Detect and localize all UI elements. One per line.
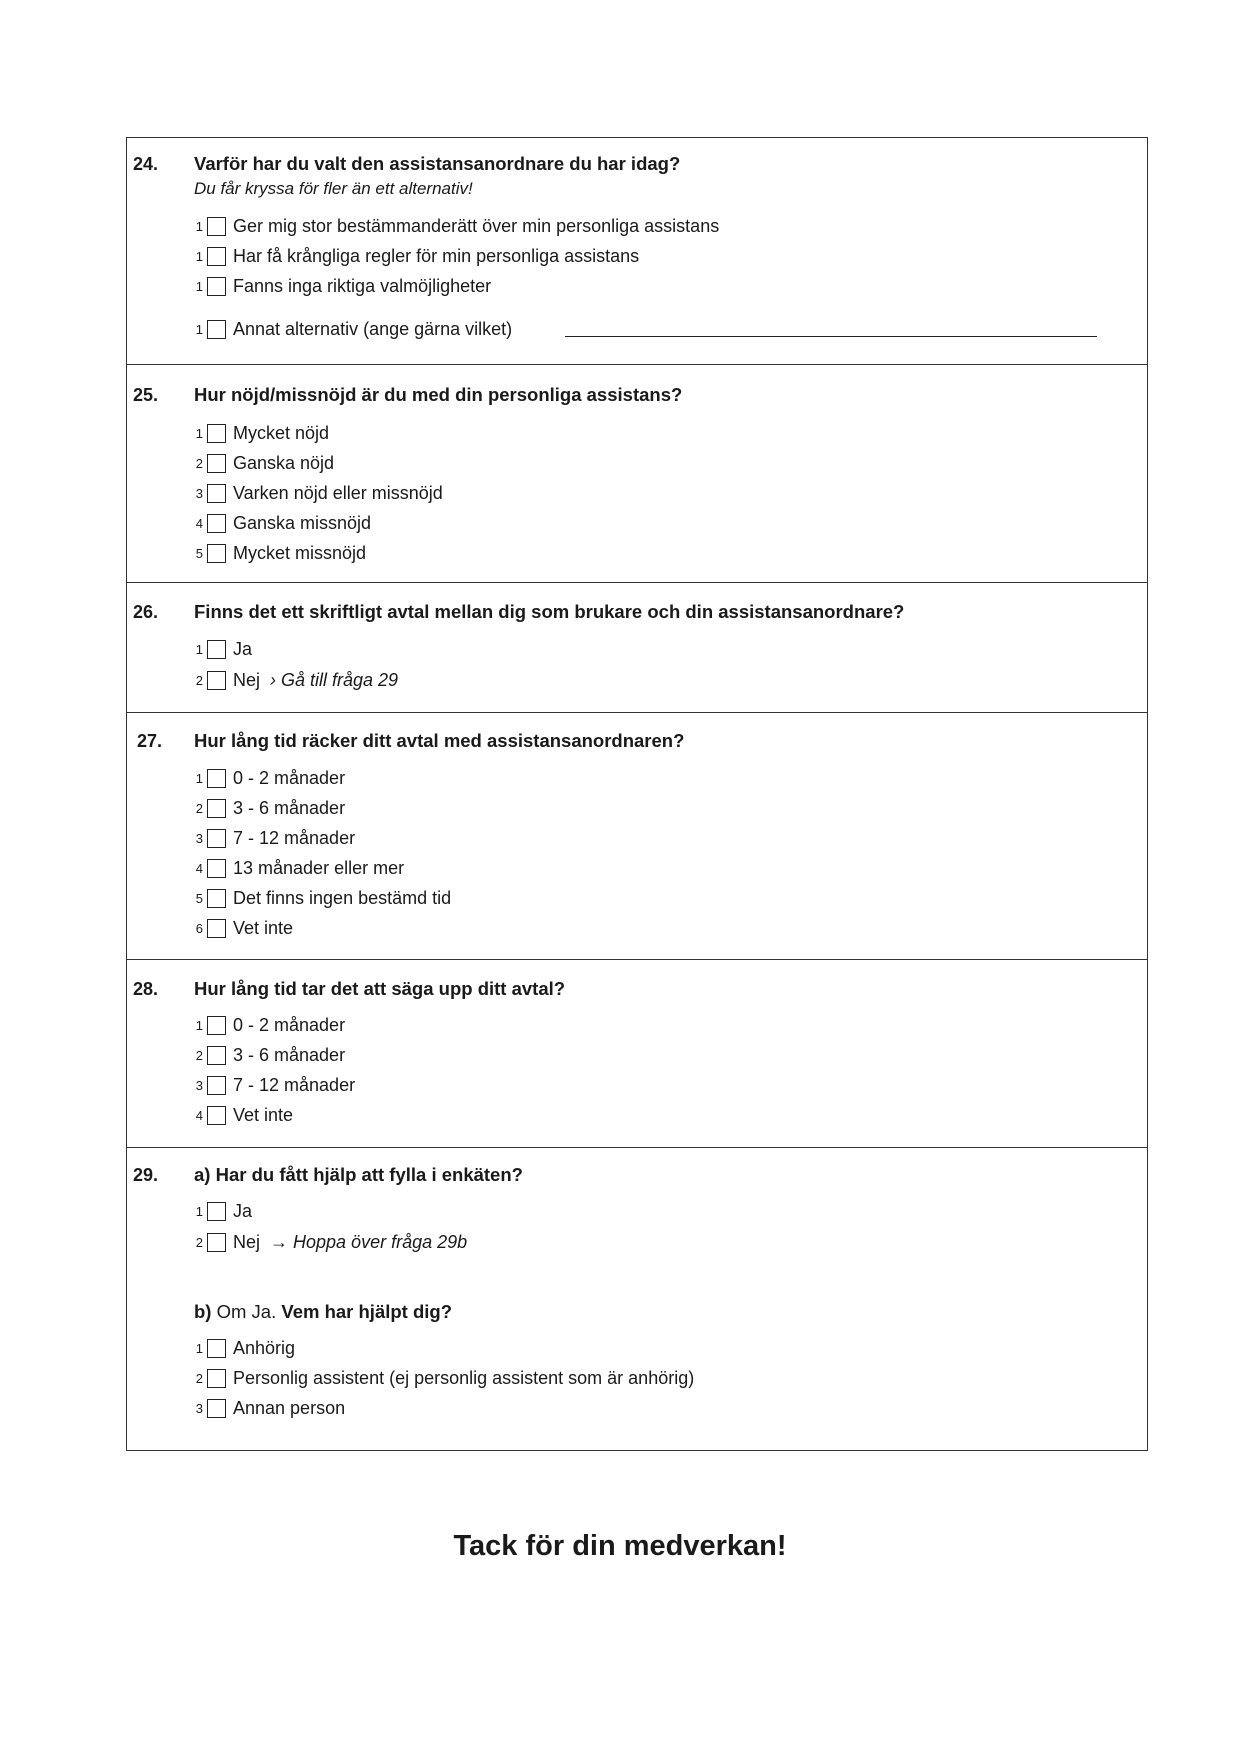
option-code: 4	[195, 860, 203, 876]
write-in-line[interactable]	[565, 336, 1097, 337]
answer-option[interactable]	[191, 766, 345, 790]
answer-option[interactable]	[191, 1396, 345, 1420]
question-number: 29.	[133, 1165, 159, 1185]
option-code: 1	[195, 1340, 203, 1356]
answer-option[interactable]	[191, 451, 334, 475]
option-label: Ger mig stor bestämmanderätt över min personliga assistans	[233, 215, 720, 236]
sub-question-b	[194, 1301, 452, 1323]
checkbox[interactable]	[207, 247, 226, 266]
question-number: 24.	[133, 154, 159, 174]
checkbox[interactable]	[207, 217, 226, 236]
answer-option[interactable]	[191, 1103, 293, 1127]
checkbox[interactable]	[207, 640, 226, 659]
checkbox[interactable]	[207, 484, 226, 503]
answer-option[interactable]	[191, 1013, 345, 1037]
option-code: 1	[195, 321, 203, 337]
option-code: 4	[195, 1107, 203, 1123]
question-text: a) Har du fått hjälp att fylla i enkäten?	[194, 1164, 523, 1185]
checkbox[interactable]	[207, 544, 226, 563]
option-code: 2	[195, 672, 203, 688]
checkbox[interactable]	[207, 889, 226, 908]
answer-option[interactable]	[191, 1043, 345, 1067]
option-code: 1	[195, 425, 203, 441]
skip-instruction: › Gå till fråga 29	[270, 669, 399, 690]
option-label: Ganska missnöjd	[233, 512, 372, 533]
option-label: 3 - 6 månader	[233, 1044, 346, 1065]
checkbox[interactable]	[207, 1106, 226, 1125]
option-label: 7 - 12 månader	[233, 1074, 356, 1095]
question-27	[127, 713, 1147, 960]
checkbox[interactable]	[207, 1339, 226, 1358]
option-label: Ja	[233, 638, 253, 659]
answer-option[interactable]	[191, 886, 451, 910]
survey-form	[126, 137, 1148, 1451]
option-label: Ganska nöjd	[233, 452, 335, 473]
checkbox[interactable]	[207, 424, 226, 443]
answer-option[interactable]	[191, 214, 719, 238]
checkbox[interactable]	[207, 1399, 226, 1418]
option-code: 2	[195, 455, 203, 471]
option-label: 3 - 6 månader	[233, 797, 346, 818]
option-label: Mycket nöjd	[233, 422, 330, 443]
question-text: Varför har du valt den assistansanordnare du har idag?	[194, 153, 681, 174]
question-text: Finns det ett skriftligt avtal mellan dig som brukare och din assistansanordnare?	[194, 601, 905, 622]
question-text: Hur lång tid tar det att säga upp ditt avtal?	[194, 978, 566, 999]
question-text: Hur lång tid räcker ditt avtal med assistansanordnaren?	[194, 730, 685, 751]
option-label: Anhörig	[233, 1337, 296, 1358]
option-code: 1	[195, 248, 203, 264]
checkbox[interactable]	[207, 320, 226, 339]
question-text: Hur nöjd/missnöjd är du med din personliga assistans?	[194, 384, 683, 405]
option-code: 2	[195, 1047, 203, 1063]
answer-option[interactable]	[191, 541, 366, 565]
option-label: Fanns inga riktiga valmöjligheter	[233, 275, 492, 296]
option-code: 1	[195, 1203, 203, 1219]
answer-option[interactable]	[191, 274, 491, 298]
question-number: 28.	[133, 979, 159, 999]
option-code: 1	[195, 218, 203, 234]
option-code: 1	[195, 770, 203, 786]
option-label: 0 - 2 månader	[233, 767, 346, 788]
checkbox[interactable]	[207, 1076, 226, 1095]
option-label: Annat alternativ (ange gärna vilket)	[233, 318, 513, 339]
skip-instruction: → Hoppa över fråga 29b	[270, 1231, 468, 1252]
answer-option[interactable]	[191, 244, 639, 268]
answer-option[interactable]	[191, 1366, 694, 1390]
option-label: Det finns ingen bestämd tid	[233, 887, 452, 908]
checkbox[interactable]	[207, 1016, 226, 1035]
answer-option[interactable]	[191, 317, 512, 341]
option-label: Mycket missnöjd	[233, 542, 367, 563]
checkbox[interactable]	[207, 454, 226, 473]
option-code: 3	[195, 1400, 203, 1416]
sub-question-condition: Om Ja.	[211, 1301, 282, 1322]
option-label: Ja	[233, 1200, 253, 1221]
option-code: 1	[195, 278, 203, 294]
sub-question-text: Vem har hjälpt dig?	[281, 1301, 453, 1322]
answer-option[interactable]	[191, 796, 345, 820]
checkbox[interactable]	[207, 919, 226, 938]
option-label: 0 - 2 månader	[233, 1014, 346, 1035]
question-28	[127, 960, 1147, 1148]
option-code: 1	[195, 641, 203, 657]
checkbox[interactable]	[207, 799, 226, 818]
option-label: Nej	[233, 1231, 261, 1252]
checkbox[interactable]	[207, 1202, 226, 1221]
option-label: Vet inte	[233, 917, 294, 938]
checkbox[interactable]	[207, 769, 226, 788]
question-26	[127, 583, 1147, 713]
question-number: 25.	[133, 385, 159, 405]
checkbox[interactable]	[207, 277, 226, 296]
option-label: Varken nöjd eller missnöjd	[233, 482, 443, 503]
checkbox[interactable]	[207, 1046, 226, 1065]
option-code: 3	[195, 1077, 203, 1093]
option-code: 3	[195, 485, 203, 501]
answer-option[interactable]	[191, 856, 404, 880]
option-label: Personlig assistent (ej personlig assistent som är anhörig)	[233, 1367, 695, 1388]
option-label: Vet inte	[233, 1104, 294, 1125]
option-code: 2	[195, 800, 203, 816]
answer-option[interactable]	[191, 668, 398, 692]
checkbox[interactable]	[207, 829, 226, 848]
answer-option[interactable]	[191, 1230, 467, 1254]
option-label: Nej	[233, 669, 261, 690]
checkbox[interactable]	[207, 514, 226, 533]
option-label: 13 månader eller mer	[233, 857, 405, 878]
answer-option[interactable]	[191, 421, 329, 445]
answer-option[interactable]	[191, 826, 355, 850]
checkbox[interactable]	[207, 1233, 226, 1252]
question-number: 27.	[137, 731, 163, 751]
question-number: 26.	[133, 602, 159, 622]
option-code: 4	[195, 515, 203, 531]
question-instruction: Du får kryssa för fler än ett alternativ!	[194, 179, 473, 198]
option-code: 5	[195, 890, 203, 906]
question-29	[127, 1148, 1147, 1451]
closing-thanks: Tack för din medverkan!	[453, 1530, 787, 1562]
option-code: 1	[195, 1017, 203, 1033]
answer-option[interactable]	[191, 1073, 355, 1097]
option-label: Har få krångliga regler för min personliga assistans	[233, 245, 640, 266]
question-24	[127, 138, 1147, 365]
sub-question-prefix: b)	[194, 1301, 212, 1322]
answer-option[interactable]	[191, 481, 443, 505]
option-code: 6	[195, 920, 203, 936]
checkbox[interactable]	[207, 859, 226, 878]
checkbox[interactable]	[207, 1369, 226, 1388]
question-25	[127, 365, 1147, 583]
option-code: 5	[195, 545, 203, 561]
checkbox[interactable]	[207, 671, 226, 690]
option-code: 2	[195, 1370, 203, 1386]
option-label: 7 - 12 månader	[233, 827, 356, 848]
option-label: Annan person	[233, 1397, 346, 1418]
answer-option[interactable]	[191, 511, 371, 535]
answer-option[interactable]	[191, 916, 293, 940]
answer-option[interactable]	[191, 1199, 252, 1223]
answer-option[interactable]	[191, 1336, 295, 1360]
option-code: 2	[195, 1234, 203, 1250]
answer-option[interactable]	[191, 637, 252, 661]
option-code: 3	[195, 830, 203, 846]
